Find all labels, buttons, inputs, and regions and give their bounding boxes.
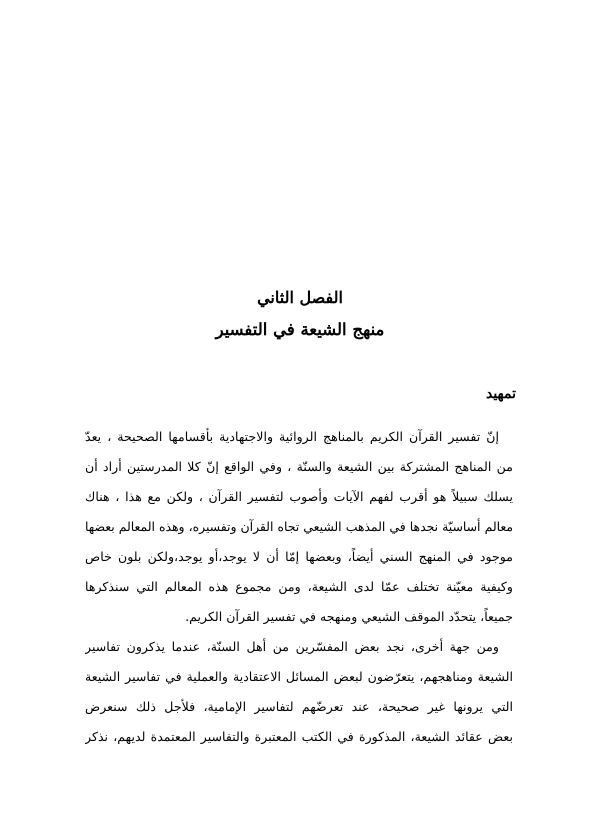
paragraph xyxy=(85,422,513,632)
chapter-number: الفصل الثاني xyxy=(257,288,343,307)
text-line: وكيفية معيّنة تختلف عمّا لدى الشيعة، ومن مجموع هذه المعالم التي سنذكرها xyxy=(85,579,513,594)
text-line: يسلك سبيلاً هو أقرب لفهم الآيات وأصوب لتفسير القرآن ، ولكن مع هذا ، هناك xyxy=(85,489,513,504)
text-line: بعض عقائد الشيعة، المذكورة في الكتب المعتبرة والتفاسير المعتمدة لديهم، نذكر xyxy=(85,729,513,744)
text-line: التي يرونها غير صحيحة، عند تعرضّهم لتفاسير الإمامية، فلأجل ذلك سنعرض xyxy=(85,699,513,714)
text-line: من المناهج المشتركة بين الشيعة والسنّة ، وفي الواقع إنّ كلا المدرستين أراد أن xyxy=(85,459,513,474)
text-line: ومن جهة أخرى، نجد بعض المفسّرين من أهل السنّة، عندما يذكرون تفاسير xyxy=(85,639,499,654)
text-line: معالم أساسيّة نجدها في المذهب الشيعي تجاه القرآن وتفسيره، وهذه المعالم بعضها xyxy=(85,519,513,534)
body-text xyxy=(85,422,513,752)
chapter-title: منهج الشيعة في التفسير xyxy=(215,320,385,339)
text-line: إنّ تفسير القرآن الكريم بالمناهج الروائية والاجتهادية بأقسامها الصحيحة ، يعدّ xyxy=(85,429,499,444)
text-line: جميعاً، يتحدّد الموقف الشيعي ومنهجه في تفسير القرآن الكريم. xyxy=(185,609,513,624)
section-heading: تمهيد xyxy=(485,386,516,402)
paragraph xyxy=(85,632,513,752)
text-line: موجود في المنهج السني أيضاً، وبعضها إمّا أن لا يوجد،أو يوجد،ولكن بلون خاص xyxy=(85,549,513,564)
text-line: الشيعة ومناهجهم، يتعرّضون لبعض المسائل الاعتقادية والعملية في تفاسير الشيعة xyxy=(85,669,513,684)
